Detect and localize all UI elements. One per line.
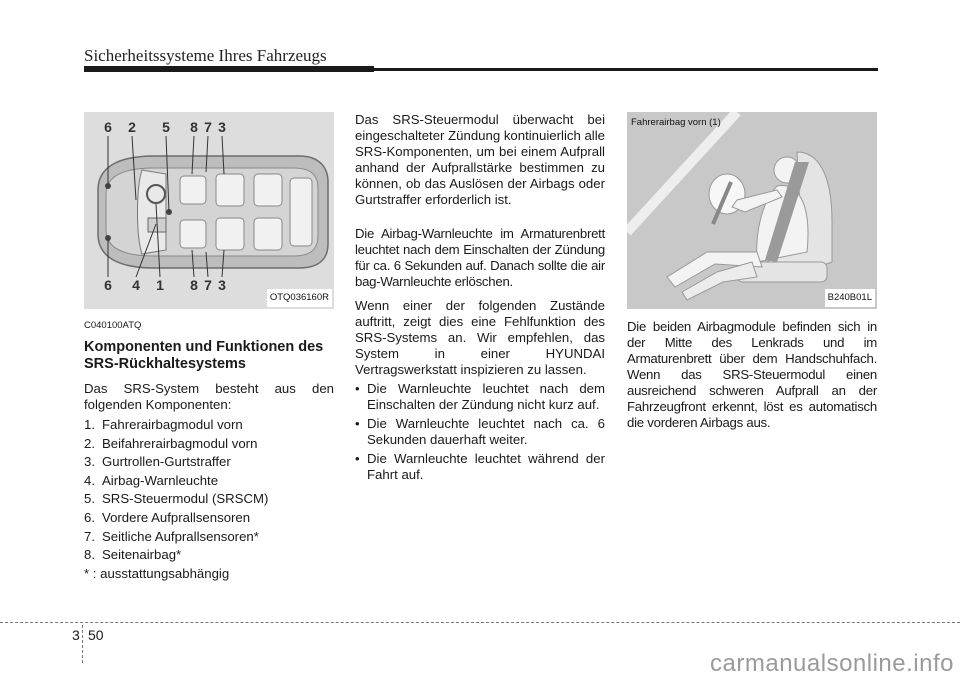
callout-bottom-6: 6 (104, 277, 112, 293)
paragraph-monitoring: Das SRS-Steuermodul überwacht bei eingeschalteter Zündung kontinuierlich alle SRS-Komponenten, um bei einem Aufprall anhand der Aufprallstärke bestimmen zu können, ob das Auslösen der Airbags oder Gurtstraffer erforderlich ist. (355, 112, 605, 207)
callout-top-3: 3 (218, 119, 226, 135)
paragraph-warning-light: Die Airbag-Warnleuchte im Armaturenbrett leuchtet nach dem Einschalten der Zündung für ca. 6 Sekunden auf. Danach sollte die air bag-Warnleuchte erlöschen. (355, 226, 605, 289)
list-item: 4. Airbag-Warnleuchte (84, 472, 219, 488)
callout-top-5: 5 (162, 119, 170, 135)
footnote: * : ausstattungsabhängig (84, 565, 230, 581)
middle-column (355, 112, 605, 486)
callout-bottom-4: 4 (132, 277, 140, 293)
list-item: 8. Seitenairbag* (84, 547, 182, 563)
list-item: 2. Beifahrerairbagmodul vorn (84, 435, 258, 451)
driver-airbag-figure (627, 112, 877, 309)
section-title: Komponenten und Funktionen des SRS-Rückhaltesystems (84, 339, 324, 372)
callout-top-2: 2 (128, 119, 136, 135)
list-item: • Die Warnleuchte leuchtet während der Fahrt auf. (355, 451, 605, 483)
malfunction-bullets (355, 381, 605, 483)
header-bar (84, 66, 374, 72)
car-topview-illustration (84, 112, 334, 309)
list-item: 3. Gurtrollen-Gurtstraffer (84, 454, 231, 470)
figure-caption: Fahrerairbag vorn (1) (631, 117, 721, 128)
chapter-number: 3 (72, 627, 80, 643)
figure-code: OTQ036160R (267, 289, 332, 307)
footer-divider (0, 622, 960, 623)
callout-top-6: 6 (104, 119, 112, 135)
intro-paragraph: Das SRS-System besteht aus den folgenden Komponenten: (84, 381, 334, 412)
right-column (627, 112, 877, 431)
callout-bottom-7: 7 (204, 277, 212, 293)
driver-airbag-illustration (627, 112, 877, 309)
callout-bottom-1: 1 (156, 277, 164, 293)
watermark: carmanualsonline.info (710, 650, 954, 677)
callout-top-7: 7 (204, 119, 212, 135)
page-header-title: Sicherheitssysteme Ihres Fahrzeugs (84, 46, 327, 65)
list-item: 5. SRS-Steuermodul (SRSCM) (84, 491, 269, 507)
list-item: 7. Seitliche Aufprallsensoren* (84, 528, 259, 544)
paragraph-airbag-location: Die beiden Airbagmodule befinden sich in der Mitte des Lenkrads und im Armaturenbrett über dem Handschuhfach. Wenn das SRS-Steuermodul einen ausreichend schweren Aufprall an der Fahrzeugfront erkennt, löst es automatisch die vorderen Airbags aus. (627, 319, 877, 430)
callout-bottom-3: 3 (218, 277, 226, 293)
callout-bottom-8: 8 (190, 277, 198, 293)
list-item: • Die Warnleuchte leuchtet nach dem Einschalten der Zündung nicht kurz auf. (355, 381, 605, 413)
paragraph-malfunction: Wenn einer der folgenden Zustände auftritt, zeigt dies eine Fehlfunktion des SRS-Systems an. Wir empfehlen, das System in einer HYUNDAI Vertragswerkstatt inspizieren zu lassen. (355, 298, 605, 377)
left-column (84, 112, 334, 582)
list-item: 6. Vordere Aufprallsensoren (84, 509, 251, 525)
list-item: 1. Fahrerairbagmodul vorn (84, 417, 243, 432)
footer-vertical-divider (82, 625, 83, 663)
callout-top-8: 8 (190, 119, 198, 135)
page-number: 50 (88, 627, 104, 643)
component-list (84, 417, 334, 563)
section-code: C040100ATQ (84, 320, 142, 331)
srs-components-figure (84, 112, 334, 309)
list-item: • Die Warnleuchte leuchtet nach ca. 6 Sekunden dauerhaft weiter. (355, 416, 605, 448)
figure-code: B240B01L (825, 289, 875, 307)
